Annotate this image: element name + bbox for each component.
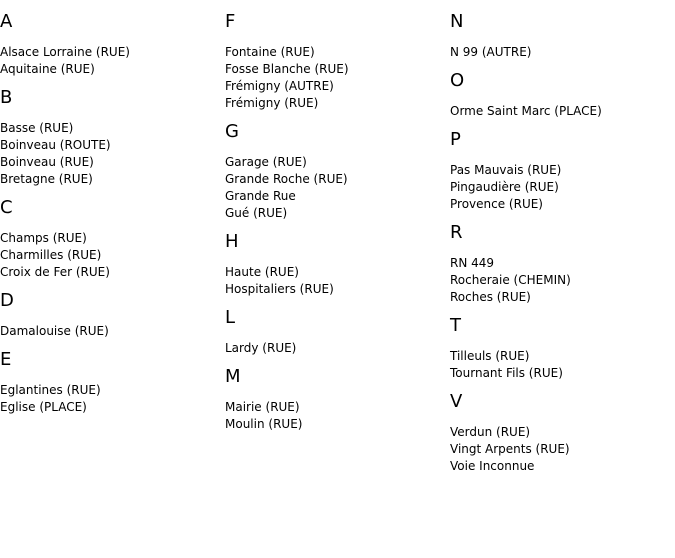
street-link[interactable]: Aquitaine (RUE) bbox=[0, 62, 95, 76]
letter-heading: R bbox=[450, 222, 463, 243]
street-list bbox=[0, 120, 220, 188]
letter-heading: H bbox=[225, 231, 239, 252]
street-link[interactable]: Champs (RUE) bbox=[0, 231, 87, 245]
street-link[interactable]: Alsace Lorraine (RUE) bbox=[0, 45, 130, 59]
street-link[interactable]: N 99 (AUTRE) bbox=[450, 45, 532, 59]
street-link[interactable]: Boinveau (RUE) bbox=[0, 155, 94, 169]
street-list bbox=[450, 255, 670, 306]
street-link[interactable]: Frémigny (RUE) bbox=[225, 96, 319, 110]
letter-section-l bbox=[225, 306, 445, 357]
letter-section-p bbox=[450, 128, 670, 213]
street-link[interactable]: Mairie (RUE) bbox=[225, 400, 300, 414]
letter-section-n bbox=[450, 10, 670, 61]
street-list bbox=[225, 44, 445, 112]
letter-heading: B bbox=[0, 87, 13, 108]
street-link[interactable]: Rocheraie (CHEMIN) bbox=[450, 273, 571, 287]
letter-heading: E bbox=[0, 349, 12, 370]
street-link[interactable]: Boinveau (ROUTE) bbox=[0, 138, 111, 152]
index-column-3 bbox=[450, 10, 670, 483]
street-link[interactable]: Verdun (RUE) bbox=[450, 425, 531, 439]
letter-heading: D bbox=[0, 290, 14, 311]
letter-section-o bbox=[450, 69, 670, 120]
letter-heading: N bbox=[450, 11, 464, 32]
letter-section-c bbox=[0, 196, 220, 281]
street-link[interactable]: Gué (RUE) bbox=[225, 206, 288, 220]
street-list bbox=[225, 399, 445, 433]
letter-section-t bbox=[450, 314, 670, 382]
street-link[interactable]: Hospitaliers (RUE) bbox=[225, 282, 334, 296]
street-link[interactable]: Charmilles (RUE) bbox=[0, 248, 102, 262]
street-link[interactable]: Grande Roche (RUE) bbox=[225, 172, 348, 186]
street-link[interactable]: Bretagne (RUE) bbox=[0, 172, 93, 186]
letter-heading: C bbox=[0, 197, 13, 218]
street-list bbox=[0, 230, 220, 281]
letter-section-h bbox=[225, 230, 445, 298]
street-list bbox=[0, 382, 220, 416]
street-list bbox=[225, 264, 445, 298]
letter-heading: F bbox=[225, 11, 236, 32]
letter-section-a bbox=[0, 10, 220, 78]
index-column-1 bbox=[0, 10, 220, 424]
street-link[interactable]: Eglise (PLACE) bbox=[0, 400, 87, 414]
letter-heading: P bbox=[450, 129, 461, 150]
street-link[interactable]: Provence (RUE) bbox=[450, 197, 543, 211]
letter-section-v bbox=[450, 390, 670, 475]
letter-heading: T bbox=[450, 315, 461, 336]
street-link[interactable]: Damalouise (RUE) bbox=[0, 324, 109, 338]
street-list bbox=[450, 348, 670, 382]
street-list bbox=[225, 340, 445, 357]
street-link[interactable]: Fosse Blanche (RUE) bbox=[225, 62, 349, 76]
letter-section-d bbox=[0, 289, 220, 340]
street-link[interactable]: Eglantines (RUE) bbox=[0, 383, 101, 397]
letter-section-e bbox=[0, 348, 220, 416]
street-link[interactable]: Lardy (RUE) bbox=[225, 341, 297, 355]
street-link[interactable]: Pas Mauvais (RUE) bbox=[450, 163, 562, 177]
letter-heading: L bbox=[225, 307, 236, 328]
street-list bbox=[450, 103, 670, 120]
street-link[interactable]: Voie Inconnue bbox=[450, 459, 535, 473]
street-link[interactable]: Tilleuls (RUE) bbox=[450, 349, 530, 363]
letter-heading: M bbox=[225, 366, 241, 387]
street-link[interactable]: Basse (RUE) bbox=[0, 121, 74, 135]
letter-section-r bbox=[450, 221, 670, 306]
letter-section-m bbox=[225, 365, 445, 433]
street-list bbox=[450, 162, 670, 213]
letter-section-f bbox=[225, 10, 445, 112]
street-link[interactable]: Grande Rue bbox=[225, 189, 296, 203]
street-link[interactable]: Roches (RUE) bbox=[450, 290, 531, 304]
street-link[interactable]: Croix de Fer (RUE) bbox=[0, 265, 110, 279]
street-link[interactable]: Garage (RUE) bbox=[225, 155, 307, 169]
street-list bbox=[450, 44, 670, 61]
street-link[interactable]: Moulin (RUE) bbox=[225, 417, 303, 431]
index-column-2 bbox=[225, 10, 445, 441]
letter-section-b bbox=[0, 86, 220, 188]
letter-heading: A bbox=[0, 11, 13, 32]
letter-heading: V bbox=[450, 391, 463, 412]
street-link[interactable]: Pingaudière (RUE) bbox=[450, 180, 559, 194]
letter-section-g bbox=[225, 120, 445, 222]
street-link[interactable]: Vingt Arpents (RUE) bbox=[450, 442, 570, 456]
street-link[interactable]: Haute (RUE) bbox=[225, 265, 299, 279]
letter-heading: O bbox=[450, 70, 465, 91]
street-list bbox=[225, 154, 445, 222]
street-list bbox=[450, 424, 670, 475]
letter-heading: G bbox=[225, 121, 239, 142]
street-link[interactable]: Frémigny (AUTRE) bbox=[225, 79, 334, 93]
street-list bbox=[0, 44, 220, 78]
street-link[interactable]: Tournant Fils (RUE) bbox=[450, 366, 563, 380]
street-list bbox=[0, 323, 220, 340]
street-link[interactable]: RN 449 bbox=[450, 256, 495, 270]
street-link[interactable]: Orme Saint Marc (PLACE) bbox=[450, 104, 602, 118]
street-link[interactable]: Fontaine (RUE) bbox=[225, 45, 315, 59]
